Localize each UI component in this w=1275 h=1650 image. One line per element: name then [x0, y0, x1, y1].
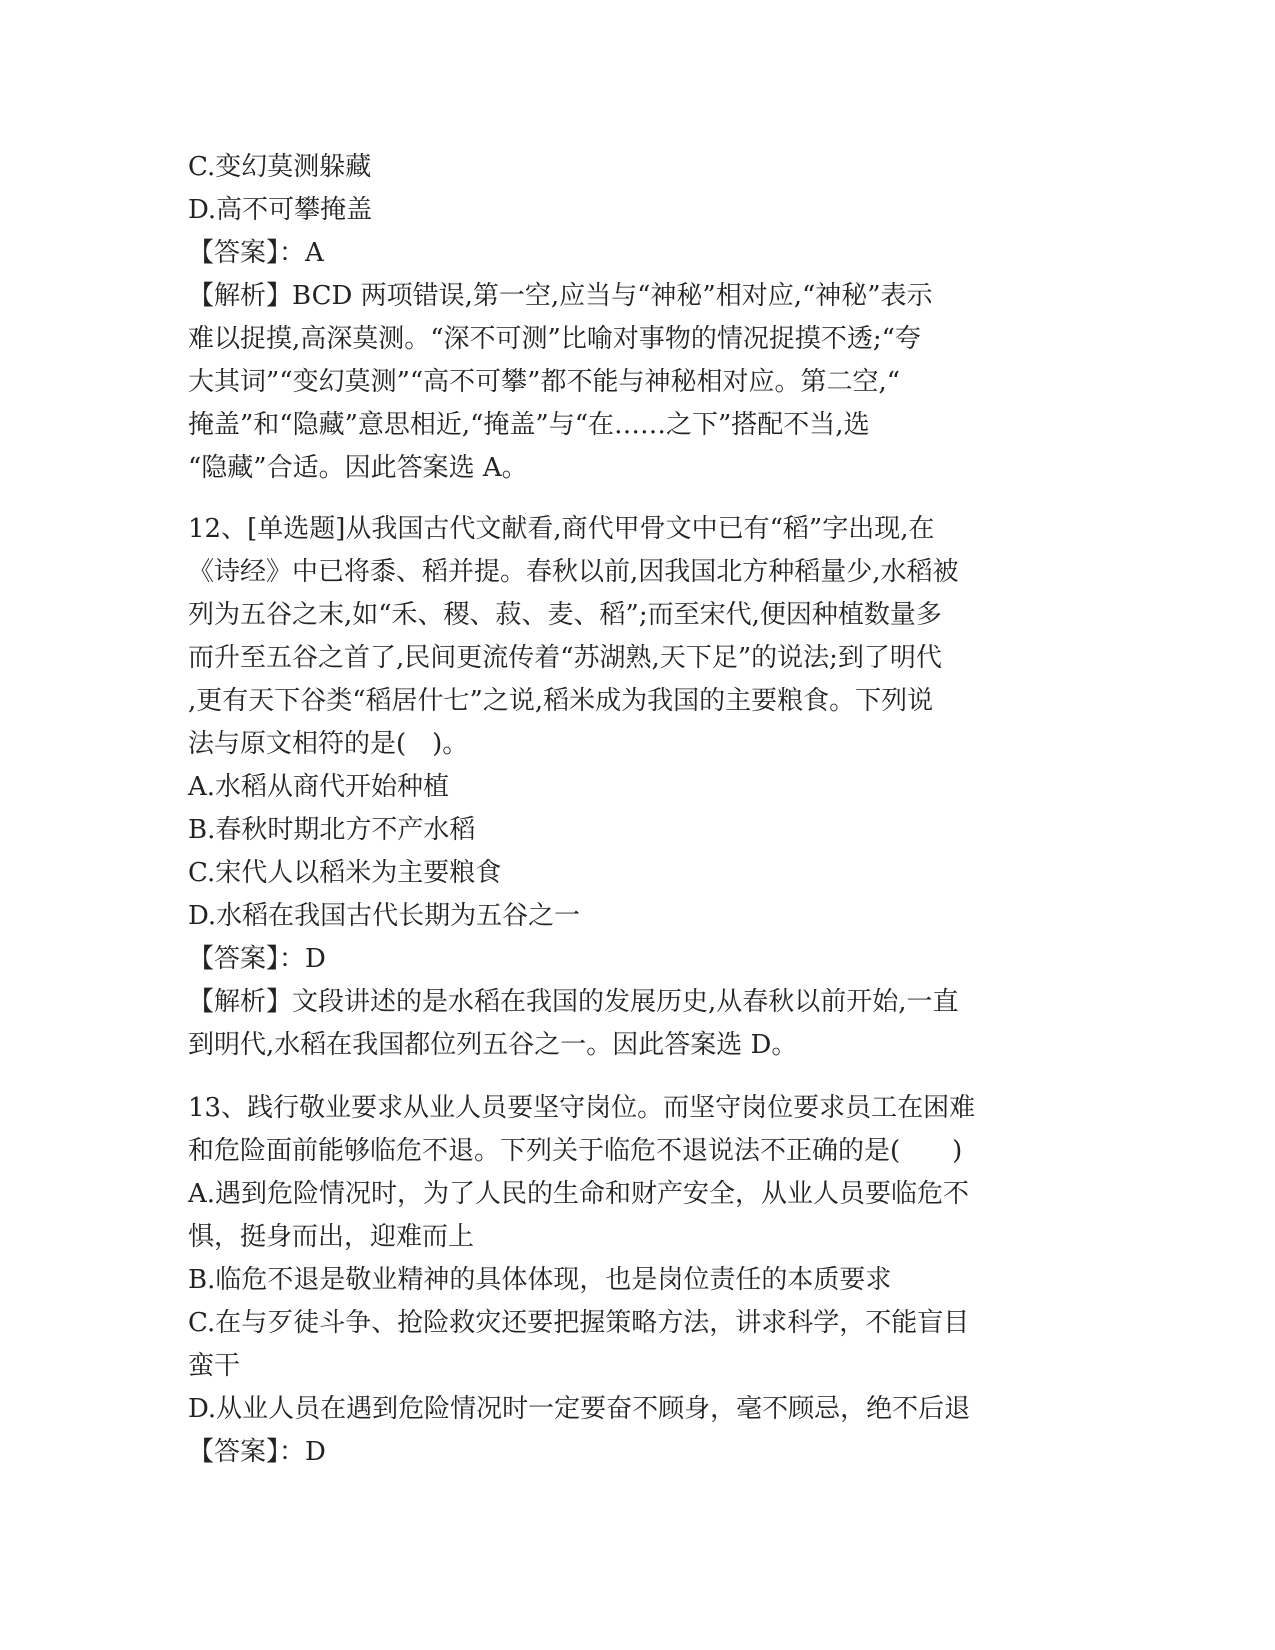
analysis-line: 大其词”“变幻莫测”“高不可攀”都不能与神秘相对应。第二空,“	[188, 367, 901, 397]
option-b: B.春秋时期北方不产水稻	[188, 815, 476, 845]
option-line: 惧，挺身而出，迎难而上	[188, 1222, 475, 1252]
option-c: C.变幻莫测躲藏	[188, 152, 372, 182]
stem-line: 和危险面前能够临危不退。下列关于临危不退说法不正确的是( )	[188, 1136, 963, 1166]
analysis-line: 【解析】BCD 两项错误,第一空,应当与“神秘”相对应,“神秘”表示	[188, 281, 933, 311]
stem-line: 法与原文相符的是( )。	[188, 729, 469, 759]
option-d: D.高不可攀掩盖	[188, 195, 373, 225]
stem-line: 12、[单选题]从我国古代文献看,商代甲骨文中已有“稻”字出现,在	[188, 514, 935, 544]
option-a	[188, 1173, 1068, 1259]
stem-line: 列为五谷之末,如“禾、稷、菽、麦、稻”;而至宋代,便因种植数量多	[188, 600, 942, 630]
question-11-section	[188, 146, 1068, 490]
option-c	[188, 1302, 1068, 1388]
stem-line: 13、践行敬业要求从业人员要坚守岗位。而坚守岗位要求员工在困难	[188, 1093, 976, 1123]
option-d: D.水稻在我国古代长期为五谷之一	[188, 901, 581, 931]
question-12-section	[188, 508, 1068, 1067]
option-line: A.遇到危险情况时，为了人民的生命和财产安全，从业人员要临危不	[188, 1179, 970, 1209]
question-13-section	[188, 1087, 1068, 1474]
analysis-line: 掩盖”和“隐藏”意思相近,“掩盖”与“在……之下”搭配不当,选	[188, 410, 870, 440]
answer-line: 【答案】：A	[188, 238, 324, 268]
option-a: A.水稻从商代开始种植	[188, 772, 450, 802]
answer-line: 【答案】：D	[188, 944, 326, 974]
spacer	[188, 1067, 1068, 1087]
answer-line: 【答案】：D	[188, 1437, 326, 1467]
analysis-paragraph	[188, 981, 1068, 1067]
question-stem	[188, 1087, 1068, 1173]
analysis-line: 到明代,水稻在我国都位列五谷之一。因此答案选 D。	[188, 1030, 798, 1060]
option-line: C.在与歹徒斗争、抢险救灾还要把握策略方法，讲求科学，不能盲目	[188, 1308, 970, 1338]
stem-line: ,更有天下谷类“稻居什七”之说,稻米成为我国的主要粮食。下列说	[188, 686, 934, 716]
option-d: D.从业人员在遇到危险情况时一定要奋不顾身，毫不顾忌，绝不后退	[188, 1394, 971, 1424]
analysis-line: 【解析】文段讲述的是水稻在我国的发展历史,从春秋以前开始,一直	[188, 987, 959, 1017]
option-b: B.临危不退是敬业精神的具体体现，也是岗位责任的本质要求	[188, 1265, 892, 1295]
stem-line: 而升至五谷之首了,民间更流传着“苏湖熟,天下足”的说法;到了明代	[188, 643, 942, 673]
question-stem	[188, 508, 1068, 766]
stem-line: 《诗经》中已将黍、稻并提。春秋以前,因我国北方种稻量少,水稻被	[188, 557, 959, 587]
spacer	[188, 490, 1068, 508]
document-page	[188, 146, 1068, 1474]
option-line: 蛮干	[188, 1351, 241, 1381]
analysis-paragraph	[188, 275, 1068, 490]
option-c: C.宋代人以稻米为主要粮食	[188, 858, 502, 888]
analysis-line: “隐藏”合适。因此答案选 A。	[188, 453, 528, 483]
analysis-line: 难以捉摸,高深莫测。“深不可测”比喻对事物的情况捉摸不透;“夸	[188, 324, 921, 354]
